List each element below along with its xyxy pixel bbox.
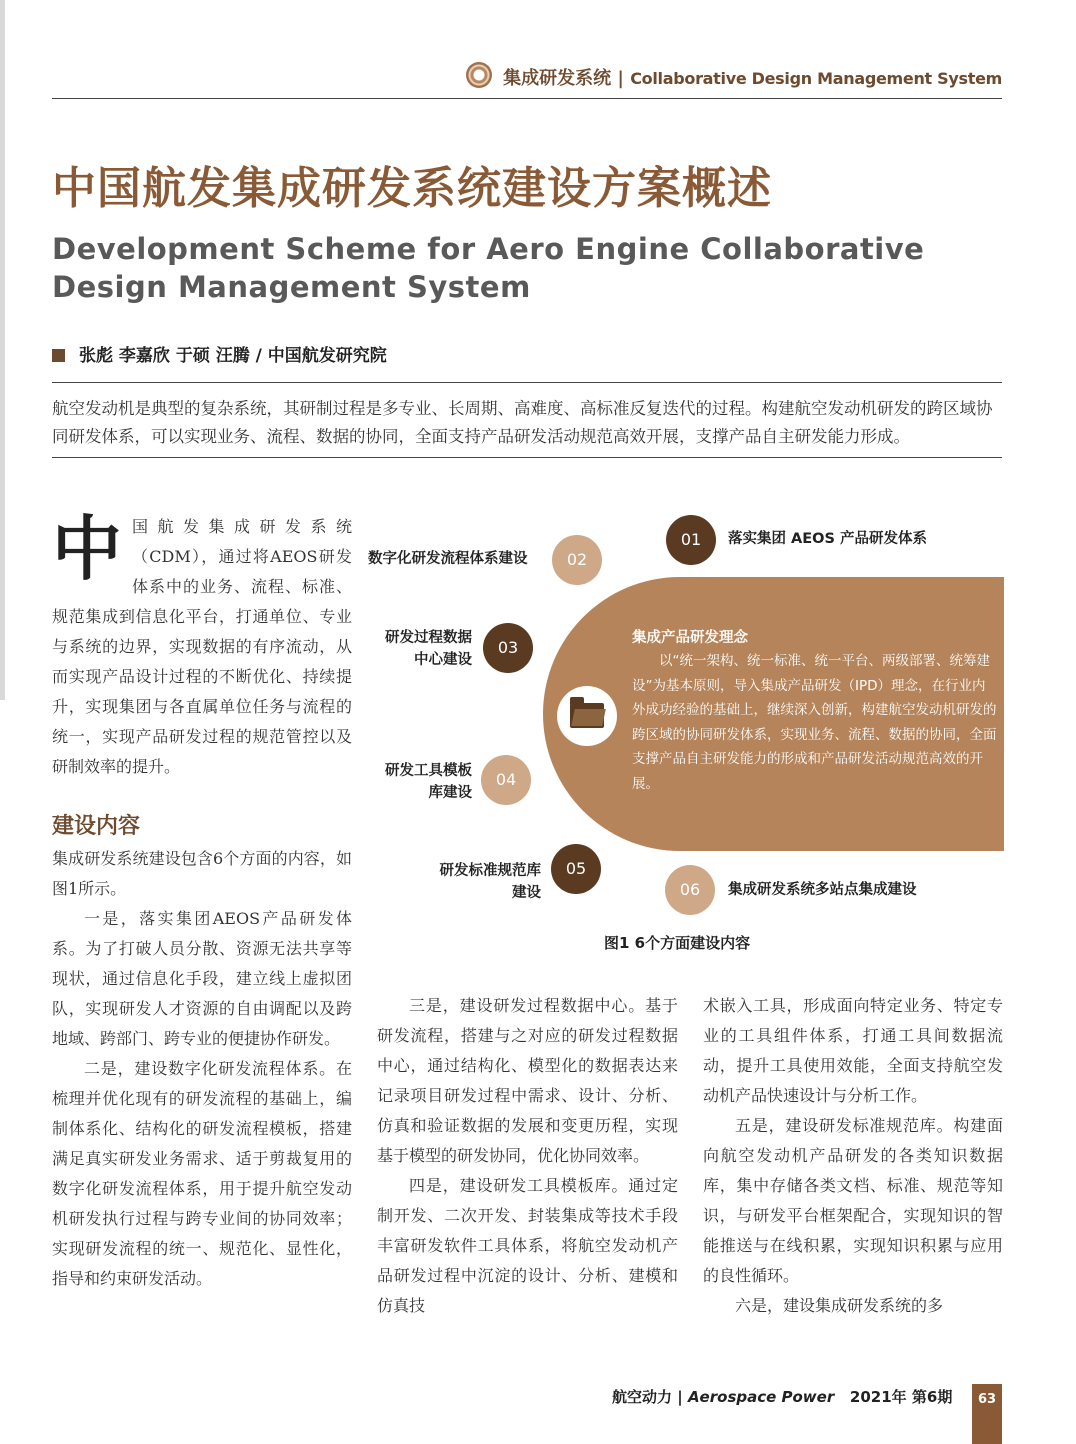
page-number: 63 (972, 1384, 1002, 1444)
body-paragraph: 集成研发系统建设包含6个方面的内容，如图1所示。 (52, 849, 352, 898)
author-line (52, 341, 387, 366)
folder-icon (570, 703, 604, 728)
step-label-05-line1: 研发标准规范库 (439, 863, 541, 879)
section-label-cn: 集成研发系统 (503, 68, 612, 89)
body-paragraph: 术嵌入工具，形成面向特定业务、特定专业的工具组件体系，打通工具间数据流动，提升工具使用效能，全面支持航空发动机产品快速设计与分析工作。 (703, 996, 1003, 1105)
step-badge-05: 05 (551, 844, 601, 894)
text-column-2 (377, 991, 678, 1321)
journal-name-en: Aerospace Power (687, 1388, 835, 1406)
step-label-05-line2: 建设 (512, 885, 541, 901)
figure-caption: 图1 6个方面建设内容 (604, 934, 751, 952)
step-badge-01: 01 (666, 515, 716, 565)
step-label-03 (368, 627, 472, 671)
intro-paragraph (52, 508, 352, 782)
step-badge-03: 03 (483, 623, 533, 673)
footer-separator: | (672, 1388, 688, 1406)
body-paragraph: 一是，落实集团AEOS产品研发体系。为了打破人员分散、资源无法共享等现状，通过信息化手段，建立线上虚拟团队，实现研发人才资源的自由调配以及跨地域、跨部门、跨专业的便捷协作研发。 (52, 909, 352, 1048)
section-separator: | (617, 68, 624, 89)
article-title-cn: 中国航发集成研发系统建设方案概述 (52, 163, 772, 214)
body-paragraph: 五是，建设研发标准规范库。构建面向航空发动机产品研发的各类知识数据库，集中存储各类文档、标准、规范等知识，与研发平台框架配合，实现知识的智能推送与在线积累，实现知识积累与应用的良性循环。 (703, 1116, 1003, 1285)
step-badge-06: 06 (665, 865, 715, 915)
drop-cap: 中 (52, 508, 122, 590)
step-label-06: 集成研发系统多站点集成建设 (728, 882, 917, 898)
concept-title: 集成产品研发理念 (632, 630, 748, 646)
section-label-en: Collaborative Design Management System (630, 69, 1002, 88)
step-label-04 (368, 760, 472, 804)
section-heading: 建设内容 (52, 814, 141, 839)
page-edge-shadow (0, 0, 5, 700)
journal-logo-icon (466, 62, 492, 88)
body-paragraph: 二是，建设数字化研发流程体系。在梳理并优化现有的研发流程的基础上，编制体系化、结构化的研发流程模板，搭建满足真实研发业务需求、适于剪裁复用的数字化研发流程体系，用于提升航空发动机研发执行过程与跨专业间的协同效率；实现研发流程的统一、规范化、显性化，指导和约束研发活动。 (52, 1059, 352, 1288)
figure-1 (368, 508, 1004, 968)
journal-issue: 2021年 第6期 (849, 1388, 953, 1406)
concept-text: 以“统一架构、统一标准、统一平台、两级部署、统筹建设”为基本原则，导入集成产品研发（IPD）理念，在行业内外成功经验的基础上，继续深入创新，构建航空发动机研发的跨区域的协同研发体系，实现业务、流程、数据的协同，全面支撑产品自主研发能力的形成和产品研发活动规范高效的开展。 (632, 653, 997, 792)
body-paragraph: 三是，建设研发过程数据中心。基于研发流程，搭建与之对应的研发过程数据中心，通过结构化、模型化的数据表达来记录项目研发过程中需求、设计、分析、仿真和验证数据的发展和变更历程，实现基于模型的研发协同，优化协同效率。 (377, 996, 678, 1165)
running-header (52, 60, 1002, 99)
text-column-1 (52, 508, 352, 1294)
author-names: 张彪 李嘉欣 于硕 汪腾 / 中国航发研究院 (79, 346, 387, 366)
article-title-en: Development Scheme for Aero Engine Collaborative Design Management System (52, 232, 925, 304)
intro-text: 国航发集成研发系统（CDM），通过将AEOS研发体系中的业务、流程、标准、规范集成到信息化平台，打通单位、专业与系统的边界，实现数据的有序流动，从而实现产品设计过程的不断优化、持续提升，实现集团与各直属单位任务与流程的统一，实现产品研发过程的规范管控以及研制效率的提升。 (52, 517, 352, 776)
step-label-05 (408, 860, 541, 904)
step-label-02: 数字化研发流程体系建设 (368, 551, 528, 567)
step-label-04-line2: 库建设 (428, 785, 472, 801)
body-paragraph: 四是，建设研发工具模板库。通过定制开发、二次开发、封装集成等技术手段丰富研发软件工具体系，将航空发动机产品研发过程中沉淀的设计、分析、建模和仿真技 (377, 1176, 678, 1315)
text-column-3 (703, 991, 1003, 1321)
step-label-03-line2: 中心建设 (414, 652, 472, 668)
step-badge-04: 04 (481, 755, 531, 805)
abstract: 航空发动机是典型的复杂系统，其研制过程是多专业、长周期、高难度、高标准反复迭代的过程。构建航空发动机研发的跨区域协同研发体系，可以实现业务、流程、数据的协同，全面支持产品研发活动规范高效开展，支撑产品自主研发能力形成。 (52, 382, 1002, 458)
journal-name-cn: 航空动力 (612, 1388, 673, 1406)
folder-icon-badge (557, 686, 617, 746)
step-label-04-line1: 研发工具模板 (385, 763, 472, 779)
body-paragraph: 六是，建设集成研发系统的多 (735, 1296, 944, 1315)
journal-footer (612, 1386, 952, 1407)
step-label-01: 落实集团 AEOS 产品研发体系 (728, 531, 927, 547)
step-badge-02: 02 (552, 535, 602, 585)
author-bullet-icon (52, 349, 65, 362)
step-label-03-line1: 研发过程数据 (385, 630, 472, 646)
section-label (503, 64, 1002, 90)
